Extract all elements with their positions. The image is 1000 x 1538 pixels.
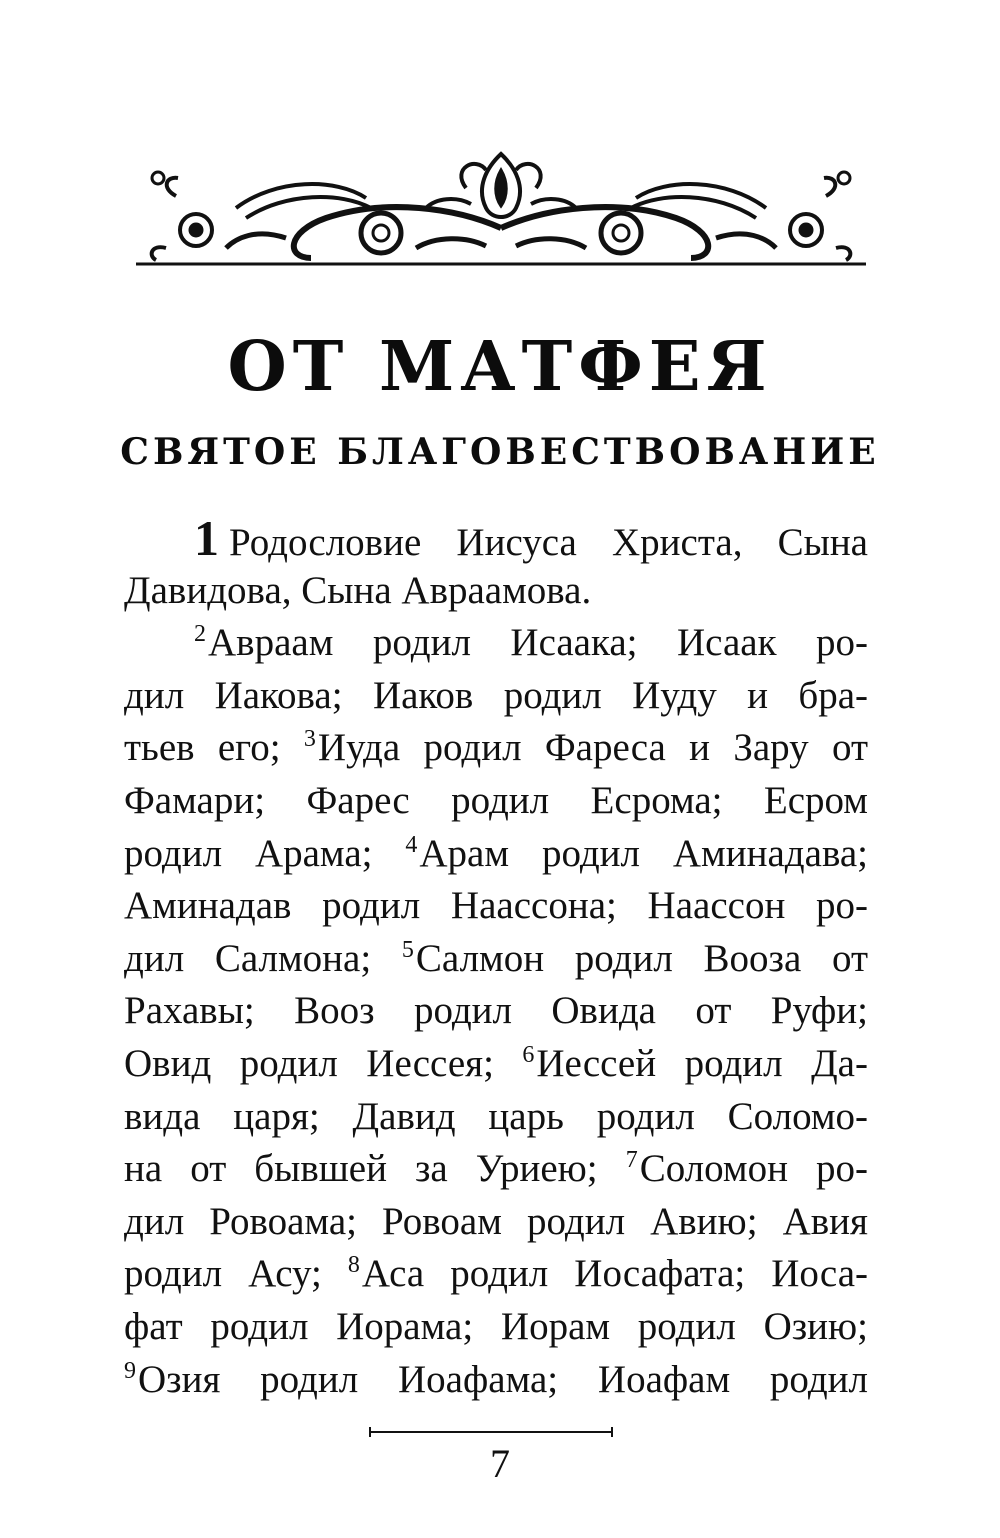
book-title: ОТ МАТФЕЯ — [227, 327, 773, 407]
verse-text: Овид родил Иессея; — [124, 1041, 523, 1085]
text-line — [124, 1196, 868, 1249]
verse-text: Аса родил Иосафата; Иоса- — [361, 1252, 868, 1296]
verse-number: 3 — [303, 726, 316, 753]
verse-text: Арам родил Аминадава; — [419, 831, 868, 875]
text-line — [124, 512, 868, 565]
verse-text: родил Асу; — [124, 1252, 348, 1296]
text-line — [124, 828, 868, 881]
text-line — [124, 722, 868, 775]
verse-text: дил Салмона; — [124, 936, 402, 980]
verse-text: Озия родил Иоафама; Иоафам родил — [138, 1357, 868, 1401]
text-line — [124, 1301, 868, 1354]
text-line — [124, 1143, 868, 1196]
verse-text: тьев его; — [124, 726, 304, 770]
text-line — [124, 1091, 868, 1144]
verse-number: 9 — [124, 1357, 136, 1384]
footer-rule — [368, 1426, 614, 1438]
chapter-number: 1 — [194, 510, 219, 566]
verse-text: Салмон родил Вооза от — [415, 936, 868, 980]
text-line — [124, 880, 868, 933]
verse-text: дил Иакова; Иаков родил Иуду и бра- — [124, 673, 868, 717]
verse-text: Авраам родил Исаака; Исаак ро- — [208, 621, 868, 665]
text-line — [124, 565, 868, 618]
verse-number: 5 — [401, 936, 414, 963]
text-line — [124, 617, 868, 670]
text-line — [124, 1248, 868, 1301]
ornamental-headpiece — [136, 148, 866, 270]
verse-number: 6 — [522, 1041, 535, 1068]
page-number: 7 — [490, 1441, 510, 1486]
verse-number: 2 — [194, 621, 206, 648]
book-subtitle: СВЯТОЕ БЛАГОВЕСТВОВАНИЕ — [120, 431, 880, 473]
text-line — [124, 670, 868, 723]
verse-number: 7 — [625, 1147, 638, 1174]
verse-text: Давидова, Сына Авраамова. — [124, 568, 592, 612]
verse-text: Иессей родил Да- — [536, 1041, 868, 1085]
verse-text: на от бывшей за Уриею; — [124, 1147, 626, 1191]
verse-text: Фамари; Фарес родил Есрома; Есром — [124, 778, 868, 822]
verse-text: Аминадав родил Наассона; Наассон ро- — [124, 884, 868, 928]
verse-text: родил Арама; — [124, 831, 406, 875]
verse-text: дил Ровоама; Ровоам родил Авию; Авия — [124, 1199, 868, 1243]
chapter-text — [124, 512, 868, 1406]
verse-text: Рахавы; Вооз родил Овида от Руфи; — [124, 989, 868, 1033]
text-line — [124, 1038, 868, 1091]
verse-text: Иуда родил Фареса и Зару от — [317, 726, 868, 770]
verse-text: Соломон ро- — [639, 1147, 868, 1191]
verse-number: 4 — [405, 831, 418, 858]
verse-text: вида царя; Давид царь родил Соломо- — [124, 1094, 868, 1138]
text-line — [124, 985, 868, 1038]
verse-text: фат родил Иорама; Иорам родил Озию; — [124, 1304, 868, 1348]
text-line — [124, 1354, 868, 1407]
text-line — [124, 933, 868, 986]
verse-text: Родословие Иисуса Христа, Сына — [229, 521, 868, 564]
verse-number: 8 — [347, 1252, 360, 1279]
text-line — [124, 775, 868, 828]
